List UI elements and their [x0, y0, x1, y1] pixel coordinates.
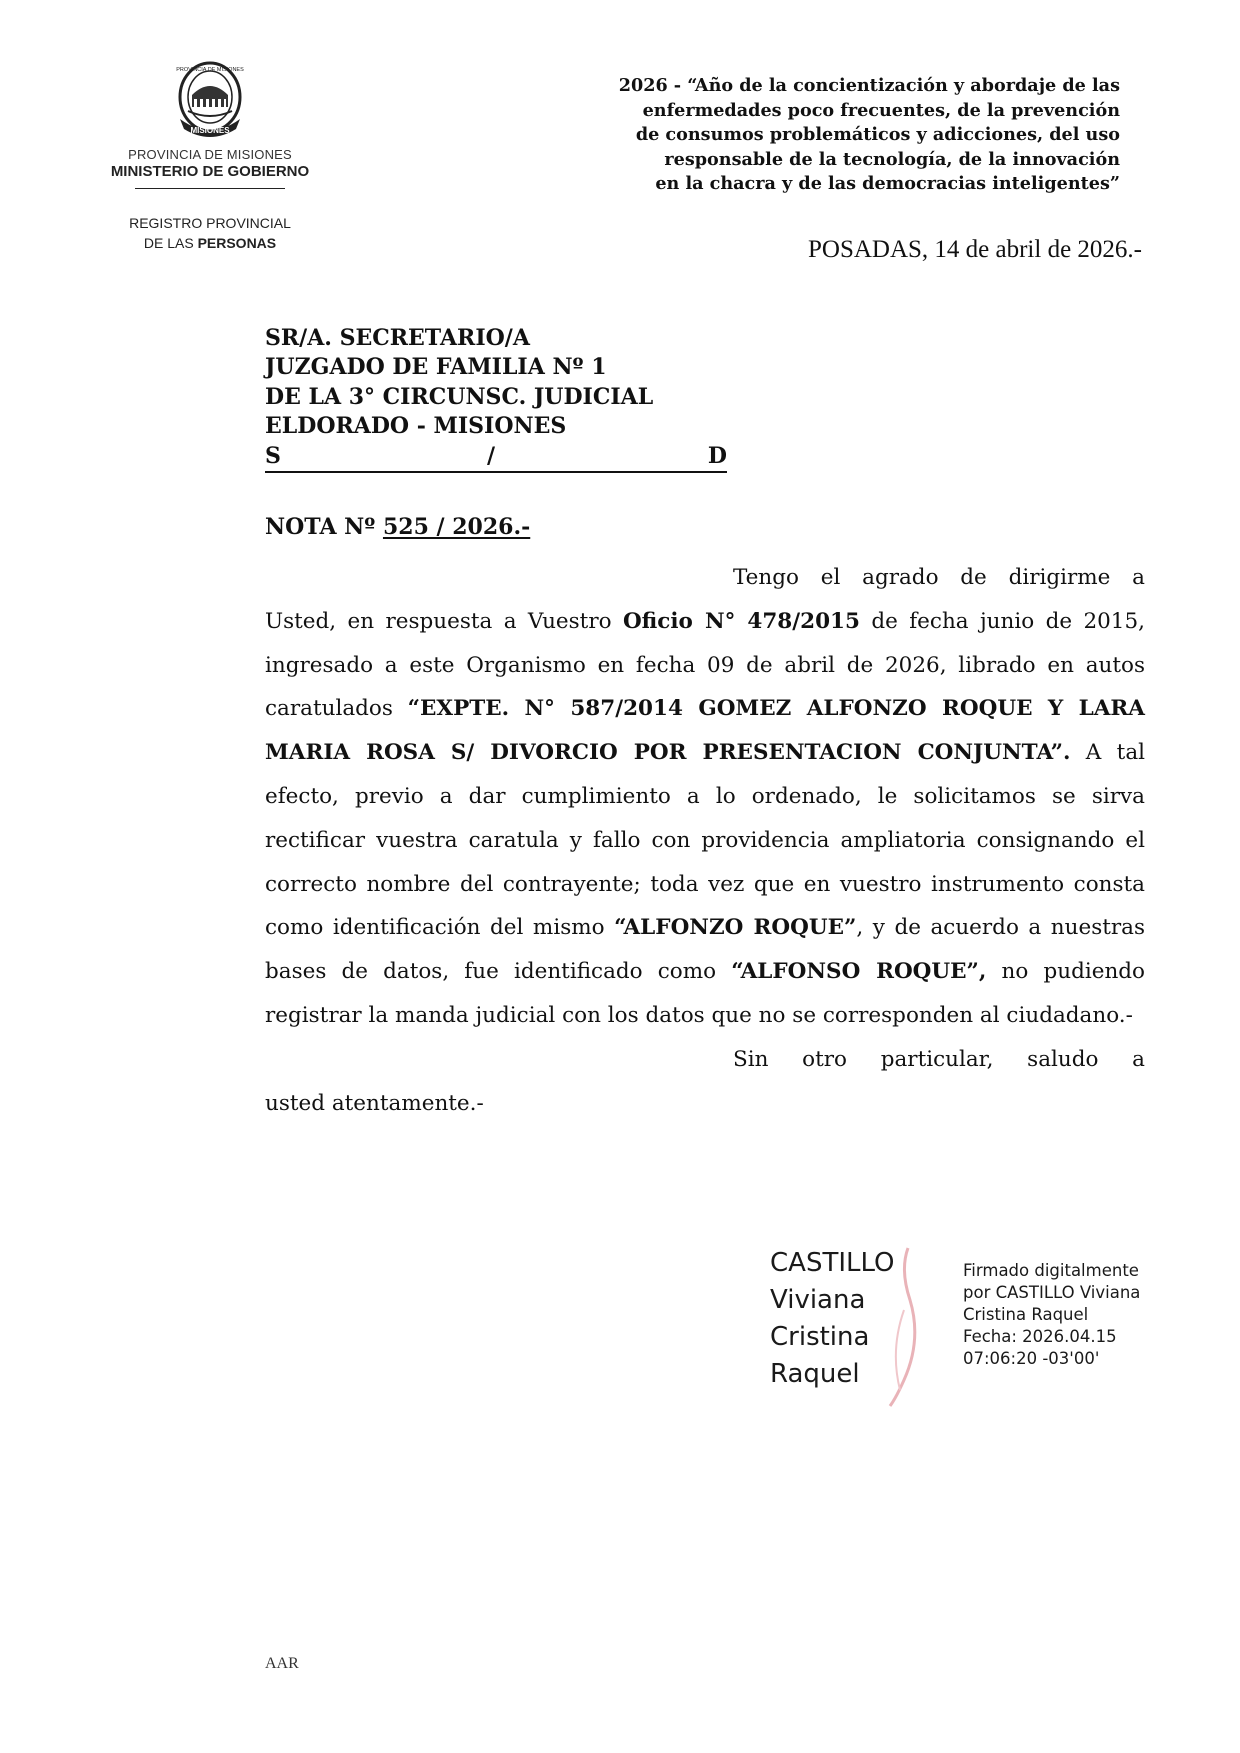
signer-name-line: Raquel [770, 1359, 860, 1389]
motto-line: en la chacra y de las democracias inteligentes” [655, 173, 1120, 194]
registry-line-2: DE LAS PERSONAS [143, 235, 277, 251]
paragraph-closing-rest: usted atentamente.- [265, 1090, 484, 1116]
digital-signature-info [963, 1260, 1140, 1370]
sd-s: S [265, 442, 281, 469]
ministry-logo [85, 55, 335, 189]
letter-date: POSADAS, 14 de abril de 2026.- [807, 236, 1142, 263]
logo-divider [135, 188, 285, 189]
motto-line: responsable de la tecnología, de la innovación [664, 148, 1120, 170]
letter-body [265, 556, 1145, 1125]
addressee-line: ELDORADO - MISIONES [265, 413, 567, 440]
note-number-value: 525 / 2026.- [382, 514, 531, 540]
sd-slash: / [487, 442, 496, 469]
motto-line: 2026 - “Año de la concientización y abordaje de las [618, 75, 1120, 96]
signature-info-line: 07:06:20 -03'00' [963, 1349, 1100, 1368]
signer-name-line: CASTILLO [770, 1248, 895, 1278]
crest-ring-text: PROVINCIA DE MISIONES [176, 67, 244, 73]
registry-name [120, 213, 300, 253]
sd-line [265, 442, 727, 473]
crest-ribbon-text: MISIONES [190, 126, 230, 135]
motto-line: enfermedades poco frecuentes, de la prevención [642, 99, 1120, 121]
signature-info-line: por CASTILLO Viviana [963, 1283, 1141, 1302]
ministry-name: MINISTERIO DE GOBIERNO [110, 163, 310, 180]
paragraph-opening: Tengo el agrado de dirigirme a [733, 565, 1145, 590]
signer-name-line: Viviana [770, 1285, 866, 1315]
addressee-line: SR/A. SECRETARIO/A [265, 325, 530, 351]
note-label: NOTA Nº [265, 514, 383, 540]
province-name: PROVINCIA DE MISIONES [128, 147, 292, 162]
addressee-line: DE LA 3° CIRCUNSC. JUDICIAL [265, 383, 654, 410]
digital-signature-mark-icon [870, 1240, 930, 1410]
paragraph-closing: Sin otro particular, saludo a [733, 1046, 1145, 1072]
addressee-block [265, 324, 727, 473]
year-motto [520, 74, 1120, 197]
signature-info-line: Fecha: 2026.04.15 [963, 1327, 1117, 1346]
sd-d: D [707, 442, 727, 469]
registry-line-1: REGISTRO PROVINCIAL [129, 215, 291, 231]
paragraph-main: Usted, en respuesta a Vuestro Oficio N° 478/2015 de fecha junio de 2015, ingresado a este Organismo en fecha 09 de abril de 2026, librado en autos caratulados “EXPTE. N° 587/2014 GOMEZ ALFONZO ROQUE Y LARA MARIA ROSA S/ DIVORCIO POR PRESENTACION CONJUNTA”. A tal efecto, previo a dar cumplimiento a lo ordenado, le solicitamos se sirva rectificar vuestra caratula y fallo con providencia ampliatoria consignando el correcto nombre del contrayente; toda vez que en vuestro instrumento consta como identificación del mismo “ALFONZO ROQUE”, y de acuerdo a nuestras bases de datos, fue identificado como “ALFONSO ROQUE”, no pudiendo registrar la manda judicial con los datos que no se corresponden al ciudadano.- [265, 608, 1146, 1028]
case-title: “EXPTE. N° 587/2014 GOMEZ ALFONZO ROQUE Y LARA MARIA ROSA S/ DIVORCIO POR PRESENTACION CONJUNTA”. [265, 696, 1145, 766]
signer-name-line: Cristina [770, 1322, 870, 1352]
addressee-line: JUZGADO DE FAMILIA Nº 1 [265, 354, 607, 381]
oficio-reference: Oficio N° 478/2015 [622, 608, 860, 634]
note-number [265, 514, 530, 540]
signature-info-line: Cristina Raquel [963, 1305, 1089, 1324]
signature-info-line: Firmado digitalmente [963, 1261, 1139, 1280]
name-in-database: “ALFONSO ROQUE”, [731, 959, 987, 985]
typist-initials: AAR [265, 1655, 299, 1672]
name-in-instrument: “ALFONZO ROQUE” [614, 915, 857, 941]
motto-line: de consumos problemáticos y adicciones, del uso [635, 124, 1120, 145]
provincial-crest-icon [162, 55, 258, 141]
